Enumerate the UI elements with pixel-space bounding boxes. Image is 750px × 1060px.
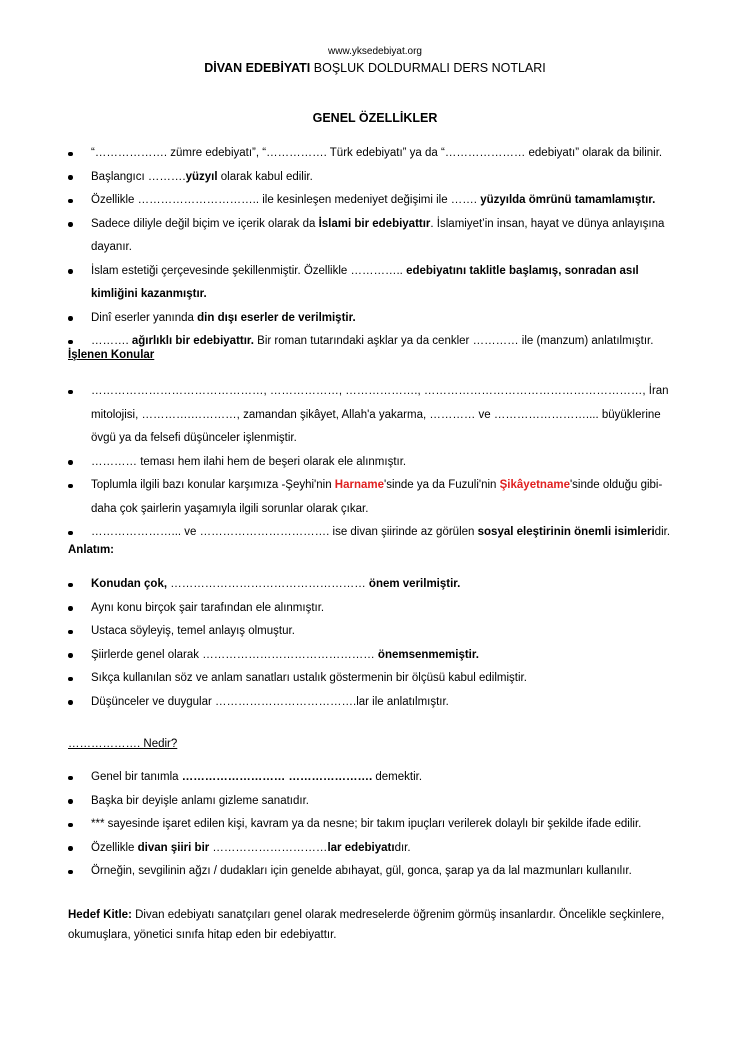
nedir-list xyxy=(68,766,688,884)
hedef-kitle-label: Hedef Kitle: xyxy=(68,909,132,921)
list-item: ………………………………………, ………………, ………………., …………………………………………………, İran mitolojisi, ………….…………, zamandan şikâyet, Allah'a yakarma, ………… ve …………………….... büyüklerine övgü ya da felsefi düşünceler işlenmiştir. xyxy=(68,380,688,451)
list-item: Özellikle ………………………….. ile kesinleşen medeniyet değişimi ile ……. yüzyılda ömrünü tamamlamıştır. xyxy=(68,189,688,213)
section-heading-konular: İşlenen Konular xyxy=(68,349,155,361)
anlatim-list xyxy=(68,573,688,714)
list-item: Konudan çok, …………………………………………… önem verilmiştir. xyxy=(68,573,688,597)
list-item: Dinî eserler yanında din dışı eserler de verilmiştir. xyxy=(68,307,688,331)
list-item: ………. ağırlıklı bir edebiyattır. Bir roman tutarındaki aşklar ya da cenkler ………… ile (manzum) anlatılmıştır. xyxy=(68,330,688,354)
list-item: Genel bir tanımla ……………………… …………………. demektir. xyxy=(68,766,688,790)
list-item: Özellikle divan şiiri bir …………………………lar edebiyatıdır. xyxy=(68,837,688,861)
list-item: Sadece diliyle değil biçim ve içerik olarak da İslami bir edebiyattır. İslamiyet’in insan, hayat ve dünya anlayışına dayanır. xyxy=(68,213,688,260)
site-url: www.yksedebiyat.org xyxy=(328,46,422,57)
document-title xyxy=(0,61,750,75)
list-item: …………………... ve ……………………………. ise divan şiirinde az görülen sosyal eleştirinin önemli isimleridir. xyxy=(68,521,688,545)
genel-list xyxy=(68,142,688,354)
document-title-bold: DİVAN EDEBİYATI xyxy=(204,61,311,75)
list-item: *** sayesinde işaret edilen kişi, kavram ya da nesne; bir takım ipuçları verilerek dolaylı bir şekilde ifade edilir. xyxy=(68,813,688,837)
section-heading-nedir: ………………. Nedir? xyxy=(68,738,178,750)
list-item: Örneğin, sevgilinin ağzı / dudakları için genelde abıhayat, gül, gonca, şarap ya da lal mazmunları kullanılır. xyxy=(68,860,688,884)
hedef-kitle-text: Divan edebiyatı sanatçıları genel olarak medreselerde öğrenim görmüş insanlardır. Öncelikle seçkinlere, okumuşlara, yönetici sınıfa hitap eden bir edebiyattır. xyxy=(68,909,665,941)
list-item: İslam estetiği çerçevesinde şekillenmiştir. Özellikle ………….. edebiyatını taklitle başlamış, sonradan asıl kimliğini kazanmıştır. xyxy=(68,260,688,307)
list-item: Toplumla ilgili bazı konular karşımıza -Şeyhi'nin Harname'sinde ya da Fuzuli'nin Şikâyetname'sinde olduğu gibi- daha çok şairlerin yaşamıyla ilgili sorunlar olarak çıkar. xyxy=(68,474,688,521)
list-item: “………………. zümre edebiyatı”, “……………. Türk edebiyatı” ya da “………………… edebiyatı” olarak da bilinir. xyxy=(68,142,688,166)
document-title-rest: BOŞLUK DOLDURMALI DERS NOTLARI xyxy=(310,61,546,75)
list-item: Sıkça kullanılan söz ve anlam sanatları ustalık göstermenin bir ölçüsü kabul edilmiştir. xyxy=(68,667,688,691)
list-item: Şiirlerde genel olarak ……………………………………… önemsenmemiştir. xyxy=(68,644,688,668)
list-item: Düşünceler ve duygular ……………………………….lar ile anlatılmıştır. xyxy=(68,691,688,715)
list-item: Başka bir deyişle anlamı gizleme sanatıdır. xyxy=(68,790,688,814)
list-item: Aynı konu birçok şair tarafından ele alınmıştır. xyxy=(68,597,688,621)
list-item: ………… teması hem ilahi hem de beşeri olarak ele alınmıştır. xyxy=(68,451,688,475)
section-heading-anlatim: Anlatım: xyxy=(68,544,114,556)
konular-list xyxy=(68,380,688,545)
section-heading-genel: GENEL ÖZELLİKLER xyxy=(312,111,438,125)
hedef-kitle-paragraph xyxy=(68,905,688,945)
list-item: Ustaca söyleyiş, temel anlayış olmuştur. xyxy=(68,620,688,644)
list-item: Başlangıcı ……….yüzyıl olarak kabul edilir. xyxy=(68,166,688,190)
